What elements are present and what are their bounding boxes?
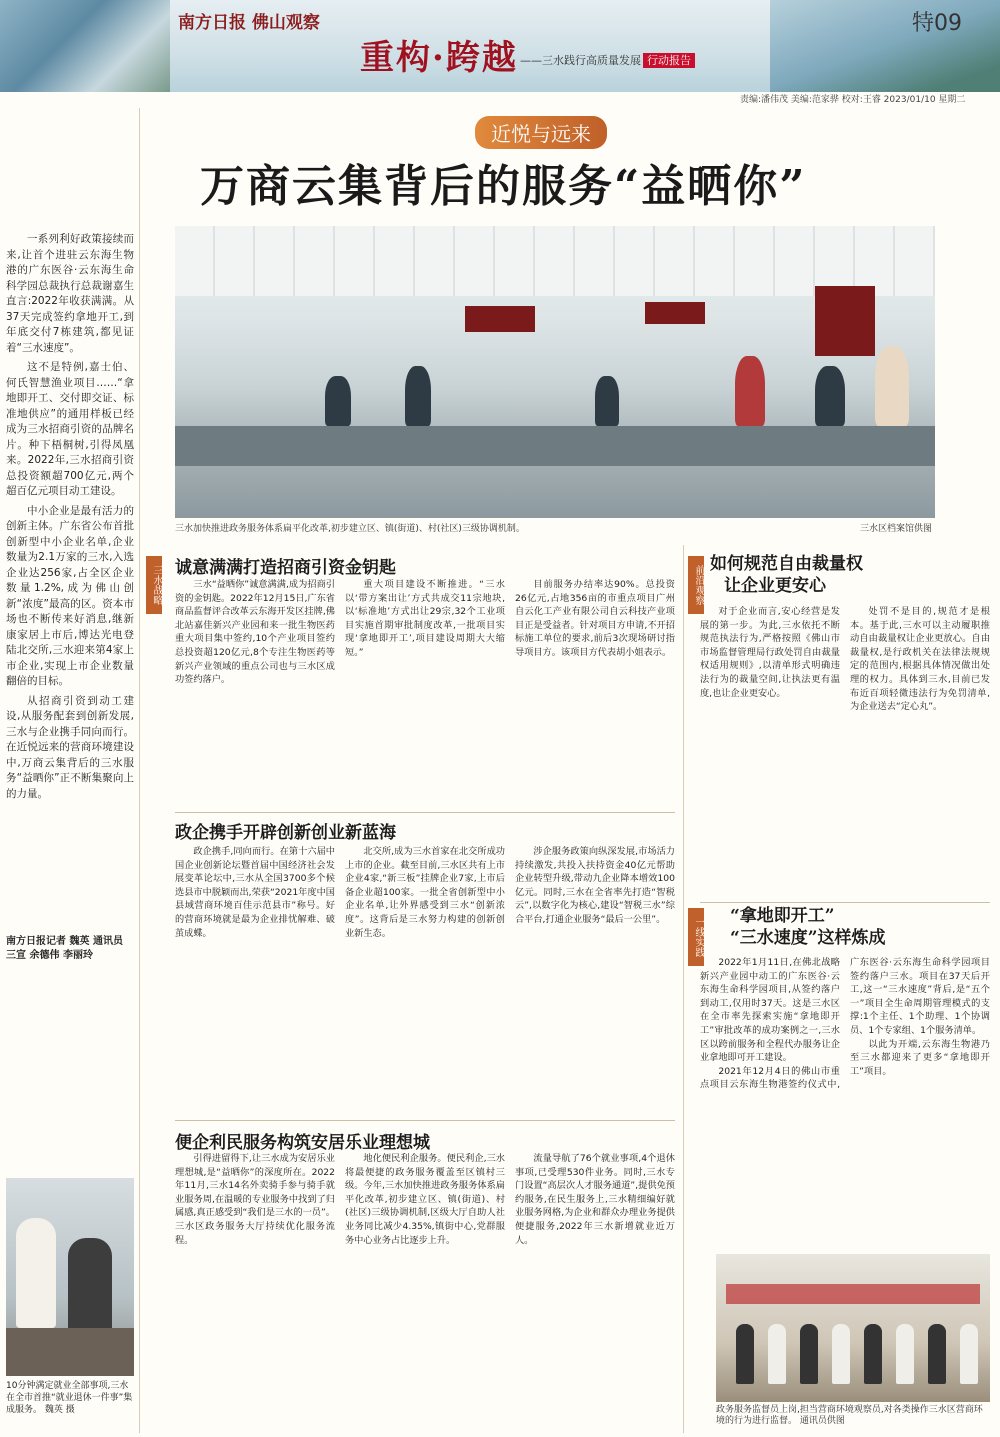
main-photo-source: 三水区档案馆供图 <box>860 524 933 534</box>
right-article-title: “拿地即开工” “三水速度”这样炼成 <box>730 906 886 948</box>
body-paragraph: 三水“益晒你”诚意满满,成为招商引资的金钥匙。2022年12月15日,广东省商品监督评合改革云东海开发区挂牌,佛北站嘉佳新兴产业园和来一批生物医药重大项目集中签约,10个产业项目签约总投资超120亿元,8个专注生物医药等新兴产业领域的重点公司也与三水区成功签约落户。 <box>175 579 335 686</box>
body-paragraph: 处罚不是目的,规范才是根本。基于此,三水可以主动履职推动自由裁量权让企业更放心。自由裁量权,是行政机关在法律法规规定的范围内,根据具体情况做出处理的权力。具体到三水,目前已发布近百项轻微违法行为免罚清单,为企业送去“定心丸”。 <box>850 606 990 713</box>
article-body <box>175 578 675 808</box>
brand-name: 南方日报 <box>178 13 246 33</box>
practice-tag: 一线实践 <box>688 908 704 966</box>
article-body <box>175 1152 675 1422</box>
lead-column <box>6 232 134 806</box>
coast-photo <box>770 0 1000 92</box>
divider <box>175 1120 675 1121</box>
lead-paragraph: 中小企业是最有活力的创新主体。广东省公布首批创新型中小企业名单,企业数量为2.1万家的三水,入选企业达256家,占全区企业数量1.2%,成为佛山创新“浓度”最高的区。资本市场也不断传来好消息,继新康家居上市后,博达光电登陆北交所,三水迎来第4家上市企业,实现上市企业数量翻倍的目标。 <box>6 504 134 687</box>
bottom-photo-caption: 政务服务监督员上岗,担当营商环境观察员,对各类操作三水区营商环境的行为进行监督。 通讯员供图 <box>716 1405 983 1426</box>
person <box>405 366 431 426</box>
person <box>875 346 909 426</box>
job-service-photo <box>6 1178 134 1376</box>
masthead-banner <box>0 0 1000 92</box>
supervisors-photo <box>716 1254 990 1402</box>
bottom-photo-source: 通讯员供图 <box>799 1416 845 1426</box>
body-paragraph: 对于企业而言,安心经营是发展的第一步。为此,三水依托不断规范执法行为,严格按照《佛山市市场监督管理局行政处罚自由裁量权适用规则》,以清单形式明确违法行为的裁量空间,让执法更有温度,也让企业更安心。 <box>700 606 840 699</box>
lead-paragraph: 一系列利好政策接续而来,让首个进驻云东海生物港的广东医谷·云东海生命科学园总裁执行总裁谢嘉生直言:2022年收获满满。从37天完成签约拿地开工,到年底交付7栋建筑,都见证着“三水速度”。 <box>6 233 134 354</box>
body-paragraph: 流量导航了76个就业事项,4个退休事项,已受理530件业务。同时,三水专门设置“高层次人才服务通道”,提供免预约服务,在民生服务上,三水精细编好就业服务网格,为企业和群众办理业务提供便捷服务,2022年三水新增就业近万人。 <box>515 1153 675 1246</box>
column-divider <box>683 545 684 1433</box>
lead-paragraph: 这不是特例,嘉士伯、何氏智慧渔业项目……“拿地即开工、交付即交证、标准地供应”的通用样板已经成为三水招商引资的品牌名片。种下梧桐树,引得凤凰来。2022年,三水招商引资总投资额超700亿元,两个超百亿元项目动工建设。 <box>6 361 134 497</box>
body-paragraph: 以此为开端,云东海生物港乃至三水都迎来了更多“拿地即开工”项目。 <box>850 1038 990 1077</box>
kicker: 近悦与远来 <box>475 116 607 149</box>
column-divider <box>139 108 140 1433</box>
main-photo-caption: 三水加快推进政务服务体系扁平化改革,初步建立区、镇(街道)、村(社区)三级协调机制。 <box>175 524 525 534</box>
article-title: 诚意满满打造招商引资金钥匙 <box>175 558 396 578</box>
body-paragraph: 政企携手,同向而行。在第十六届中国企业创新论坛暨首届中国经济社会发展变革论坛中,三水从全国3700多个候选县市中脱颖而出,荣获“2021年度中国县域营商环境百佳示范县市”称号。好的营商环境就是最为企业排忧解难、破茧成蝶。 <box>175 846 335 939</box>
display-screen <box>645 302 705 324</box>
body-paragraph: 重大项目建设不断推进。“三水以‘带方案出让’方式共成交11宗地块,以‘标准地’方式出让29宗,32个工业项目实施首期审批制度改革,一批项目实现‘拿地即开工’,项目建设周期大大缩短。” <box>345 579 505 658</box>
page-number: 特09 <box>912 11 962 36</box>
body-paragraph: 北交所,成为三水首家在北交所成功上市的企业。截至目前,三水区共有上市企业4家,“新三板”挂牌企业7家,上市后备企业超100家。一批全省创新型中小企业名单,让外界感受到三水“创新浓度”。这背后是三水努力构建的创新创业新生态。 <box>345 846 505 939</box>
editor-credits: 责编:潘伟茂 美编:范家骅 校对:王睿 2023/01/10 星期二 <box>740 95 966 105</box>
divider <box>175 812 675 813</box>
newspaper-brand <box>178 8 320 33</box>
person <box>815 366 845 426</box>
display-screen <box>465 306 535 332</box>
frontier-tag: 前沿观察 <box>688 556 704 614</box>
service-hall-photo <box>175 226 935 518</box>
right-article-body <box>700 956 990 1246</box>
person <box>595 376 619 426</box>
service-counter <box>175 426 935 466</box>
left-photo-caption: 10分钟满定就业全部事项,三水在全市首推“就业退休一件事”集成服务。 魏英 摄 <box>6 1381 133 1415</box>
brand-sub: 佛山观察 <box>251 13 320 33</box>
body-paragraph: 2021年12月4日的佛山市重点项目云东海生物港签约仪式中,广东医谷·云东海生命科学园项目签约落户三水。项目在37天后开工,这一“三水速度”背后,是“五个一”项目全生命周期管理模式的支撑:1个主任、1个助理、1个协调员、1个专家组、1个服务清单。 <box>700 957 990 1091</box>
section-tag: 行动报告 <box>643 53 695 68</box>
lead-paragraph: 从招商引资到动工建设,从服务配套到创新发展,三水与企业携手同向而行。在近悦远来的营商环境建设中,万商云集背后的三水服务“益晒你”正不断集聚向上的力量。 <box>6 694 134 800</box>
article-body <box>175 845 675 1105</box>
body-paragraph: 地化便民利企服务。便民利企,三水将最便捷的政务服务覆盖至区镇村三级。今年,三水加快推进政务服务体系扁平化改革,初步建立区、镇(街道)、村(社区)三级协调机制,区级大厅自助人社业务同比减少4.35%,镇街中心,党群服务中心业务占比逐步上升。 <box>345 1153 505 1246</box>
article-title: 政企携手开辟创新创业新蓝海 <box>175 823 396 843</box>
bridge-photo <box>0 0 170 92</box>
left-photo-credit: 魏英 摄 <box>44 1405 75 1415</box>
section-title: 重构·跨越 <box>360 38 518 78</box>
headline: 万商云集背后的服务“益晒你” <box>200 161 807 212</box>
right-article-title: 如何规范自由裁量权 让企业更安心 <box>710 554 863 596</box>
divider <box>700 902 990 903</box>
body-paragraph: 引得进留得下,让三水成为安居乐业理想城,是“益晒你”的深度所在。2022年11月,三水14名外卖骑手参与骑手就业服务周,在温暖的专业服务中找到了归属感,真正感受到“我们是三水的一员”。三水区政务服务大厅持续优化服务流程。 <box>175 1153 335 1246</box>
article-title: 便企利民服务构筑安居乐业理想城 <box>175 1133 430 1153</box>
strategy-tag: 三水战略 <box>146 556 162 614</box>
display-screen <box>815 286 875 356</box>
byline: 南方日报记者 魏英 通讯员 三宣 余德伟 李丽玲 <box>6 936 123 961</box>
right-article-body <box>700 605 990 900</box>
person <box>325 376 351 426</box>
section-subtitle: ——三水践行高质量发展 行动报告 <box>520 52 695 68</box>
body-paragraph: 目前服务办结率达90%。总投资26亿元,占地356亩的市重点项目广州自云化工产业有限公司自云科技产业项目正是受益者。针对项目方申请,不开招标施工单位的要求,前后3次现场研讨指导项目方。该项目方代表胡小姐表示。 <box>515 579 675 658</box>
body-paragraph: 涉企服务政策向纵深发展,市场活力持续激发,共投入扶持资金40亿元帮助企业转型升级,带动九企业降本增效100亿元。同时,三水在全省率先打造“智税云”,以数字化为核心,建设“智税三水”综合平台,打通企业服务“最后一公里”。 <box>515 846 675 925</box>
body-paragraph: 2022年1月11日,在佛北战略新兴产业园中动工的广东医谷·云东海生命科学园项目,从签约落户到动工,仅用时37天。这是三水区在全市率先探索实施“拿地即开工”审批改革的成功案例之一,三水区以跨前服务和全程代办服务让企业拿地即可开工建设。 <box>700 957 840 1064</box>
person <box>735 356 765 426</box>
